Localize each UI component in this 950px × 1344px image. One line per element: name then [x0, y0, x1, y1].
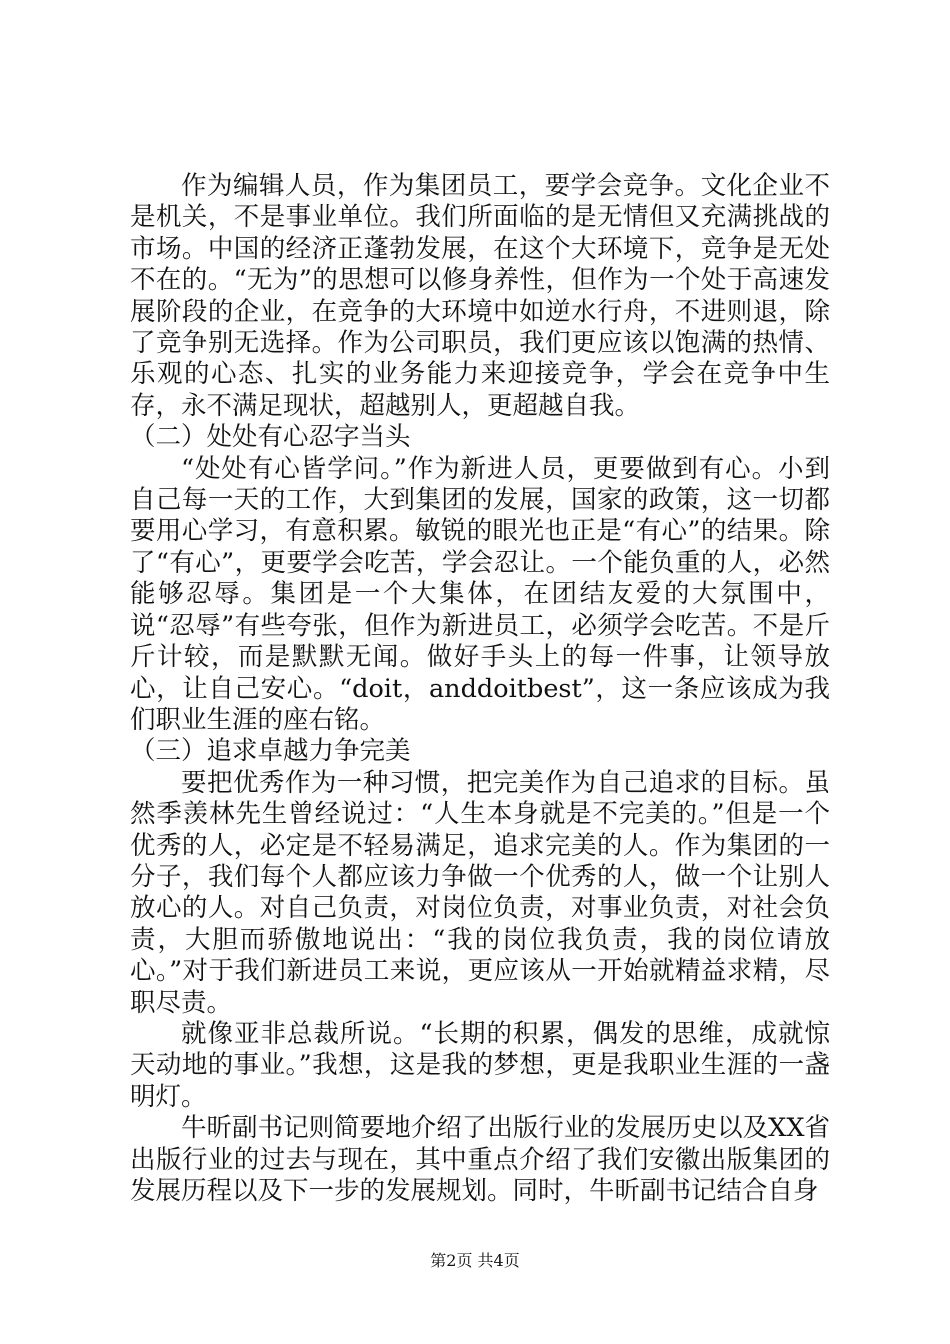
body-text: [130, 171, 830, 1207]
section-heading-2: （二）处处有心忍字当头: [130, 422, 411, 453]
paragraph-attentive: “处处有心皆学问。”作为新进人员，更要做到有心。小到自己每一天的工作，大到集团的发展，国家的政策，这一切都要用心学习，有意积累。敏锐的眼光也正是“有心”的结果。除了“有心”，更要学会吃苦，学会忍让。一个能负重的人，必然能够忍辱。集团是一个大集体，在团结友爱的大氛围中，说“忍辱”有些夸张，但作为新进员工，必须学会吃苦。不是斤斤计较，而是默默无闻。做好手头上的每一件事，让领导放心，让自己安心。“doit，anddoitbest”，这一条应该成为我们职业生涯的座右铭。: [130, 453, 830, 735]
paragraph-excellence: 要把优秀作为一种习惯，把完美作为自己追求的目标。虽然季羡林先生曾经说过：“人生本身就是不完美的。”但是一个优秀的人，必定是不轻易满足，追求完美的人。作为集团的一分子，我们每个人都应该力争做一个优秀的人，做一个让别人放心的人。对自己负责，对岗位负责，对事业负责，对社会负责，大胆而骄傲地说出：“我的岗位我负责，我的岗位请放心。”对于我们新进员工来说，更应该从一开始就精益求精，尽职尽责。: [130, 767, 830, 1018]
paragraph-quote: 就像亚非总裁所说。“长期的积累，偶发的思维，成就惊天动地的事业。”我想，这是我的梦想，更是我职业生涯的一盏明灯。: [130, 1018, 830, 1112]
page-number-footer: 第2页 共4页: [430, 1251, 520, 1270]
paragraph-history: 牛昕副书记则简要地介绍了出版行业的发展历史以及XX省出版行业的过去与现在，其中重点介绍了我们安徽出版集团的发展历程以及下一步的发展规划。同时，牛昕副书记结合自身: [130, 1113, 830, 1206]
section-heading-3: （三）追求卓越力争完美: [130, 736, 411, 767]
paragraph-competition: 作为编辑人员，作为集团员工，要学会竞争。文化企业不是机关，不是事业单位。我们所面临的是无情但又充满挑战的市场。中国的经济正蓬勃发展，在这个大环境下，竞争是无处不在的。“无为”的思想可以修身养性，但作为一个处于高速发展阶段的企业，在竞争的大环境中如逆水行舟，不进则退，除了竞争别无选择。作为公司职员，我们更应该以饱满的热情、乐观的心态、扎实的业务能力来迎接竞争，学会在竞争中生存，永不满足现状，超越别人，更超越自我。: [130, 171, 830, 421]
